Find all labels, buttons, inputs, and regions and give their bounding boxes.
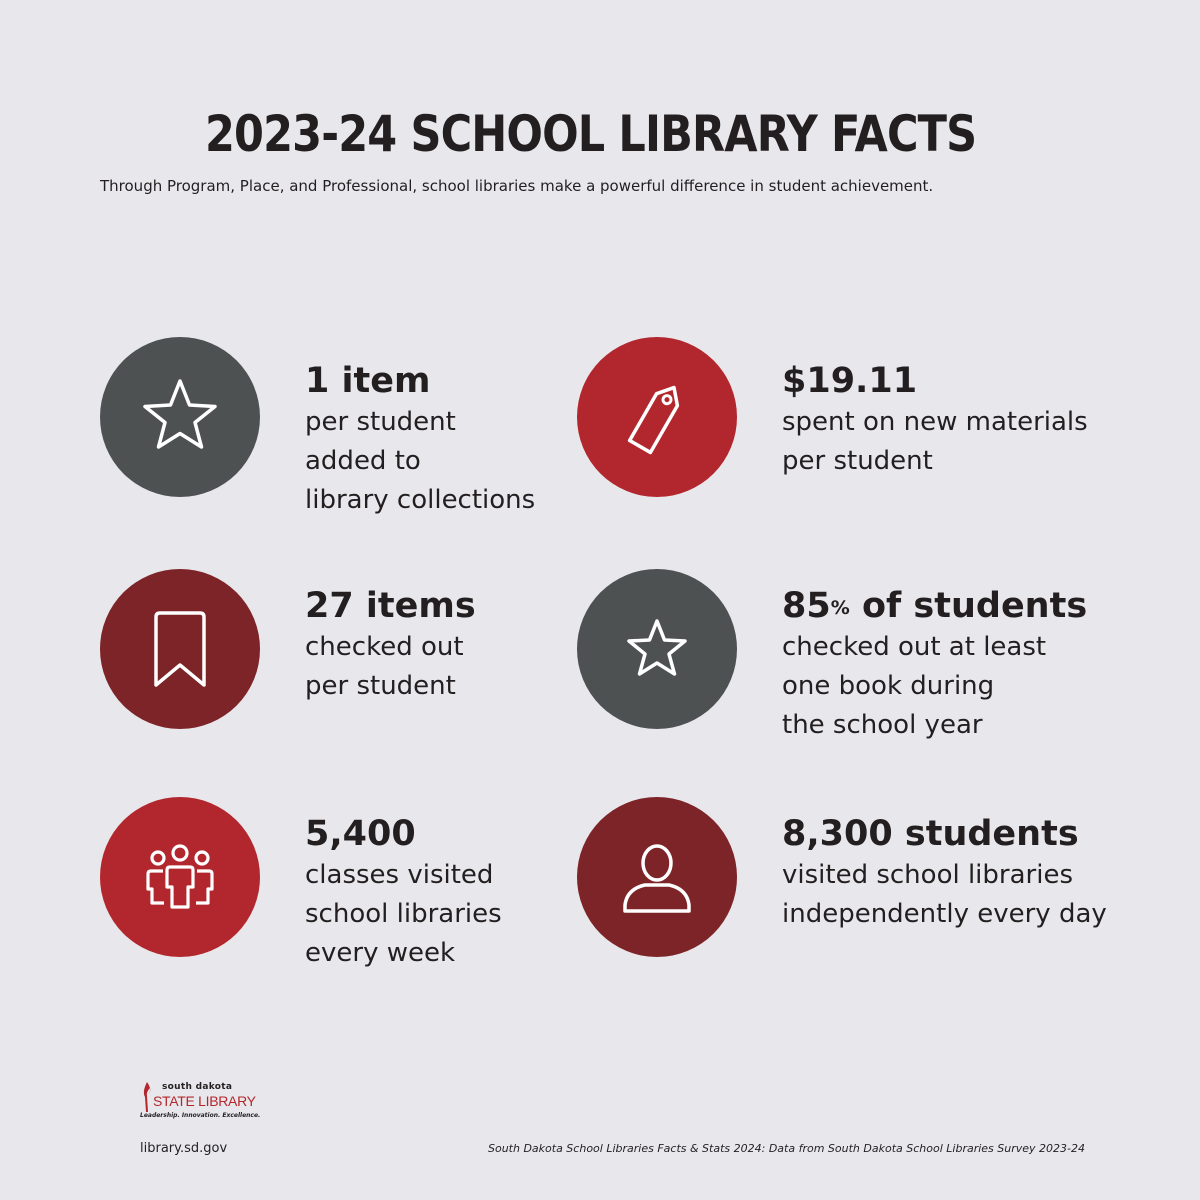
fact-icon-circle <box>577 569 737 729</box>
fact-text <box>782 359 1088 481</box>
fact-headline-rest: of students <box>849 586 1088 626</box>
logo-top-text: south dakota <box>162 1082 233 1092</box>
fact-text <box>782 584 1087 745</box>
fact-line: per student <box>782 446 933 476</box>
fact-icon-circle <box>100 797 260 957</box>
fact-icon-circle <box>100 337 260 497</box>
fact-headline-value: 85 <box>782 586 831 626</box>
fact-line: added to <box>305 446 421 476</box>
fact-line: the school year <box>782 710 983 740</box>
fact-headline: 5,400 <box>305 814 416 854</box>
fact-icon-circle <box>577 797 737 957</box>
fact-line: library collections <box>305 485 536 515</box>
torch-flame-icon <box>140 1082 154 1112</box>
fact-line: every week <box>305 938 456 968</box>
fact-line: checked out <box>305 632 464 662</box>
fact-headline: $19.11 <box>782 361 918 401</box>
person-icon <box>615 835 699 919</box>
bookmark-icon <box>138 607 222 691</box>
fact-line: per student <box>305 671 456 701</box>
fact-line: one book during <box>782 671 995 701</box>
fact-text <box>782 812 1107 934</box>
fact-text <box>305 359 535 520</box>
fact-icon-circle <box>577 337 737 497</box>
page-subtitle: Through Program, Place, and Professional, school libraries make a powerful difference in student achievement. <box>100 177 934 195</box>
fact-line: independently every day <box>782 899 1107 929</box>
fact-headline: 1 item <box>305 361 431 401</box>
fact-text <box>305 812 502 973</box>
fact-headline: 8,300 students <box>782 814 1079 854</box>
price-tag-icon <box>615 375 699 459</box>
percent-sign: % <box>830 597 850 619</box>
fact-line: spent on new materials <box>782 407 1088 437</box>
star-icon <box>615 607 699 691</box>
website-link[interactable]: library.sd.gov <box>140 1141 228 1156</box>
fact-line: visited school libraries <box>782 860 1073 890</box>
source-citation: South Dakota School Libraries Facts & Stats 2024: Data from South Dakota School Libraries Survey 2023-24 <box>487 1142 1085 1155</box>
group-icon <box>138 835 222 919</box>
fact-headline <box>782 584 1087 628</box>
fact-line: checked out at least <box>782 632 1047 662</box>
fact-line: per student <box>305 407 456 437</box>
fact-line: school libraries <box>305 899 502 929</box>
fact-icon-circle <box>100 569 260 729</box>
fact-headline: 27 items <box>305 586 476 626</box>
page-title: 2023-24 SCHOOL LIBRARY FACTS <box>205 105 977 163</box>
fact-text <box>305 584 476 706</box>
logo-tagline: Leadership. Innovation. Excellence. <box>140 1112 261 1119</box>
fact-line: classes visited <box>305 860 494 890</box>
logo-main-text: STATE LIBRARY <box>153 1093 256 1109</box>
star-icon <box>138 375 222 459</box>
